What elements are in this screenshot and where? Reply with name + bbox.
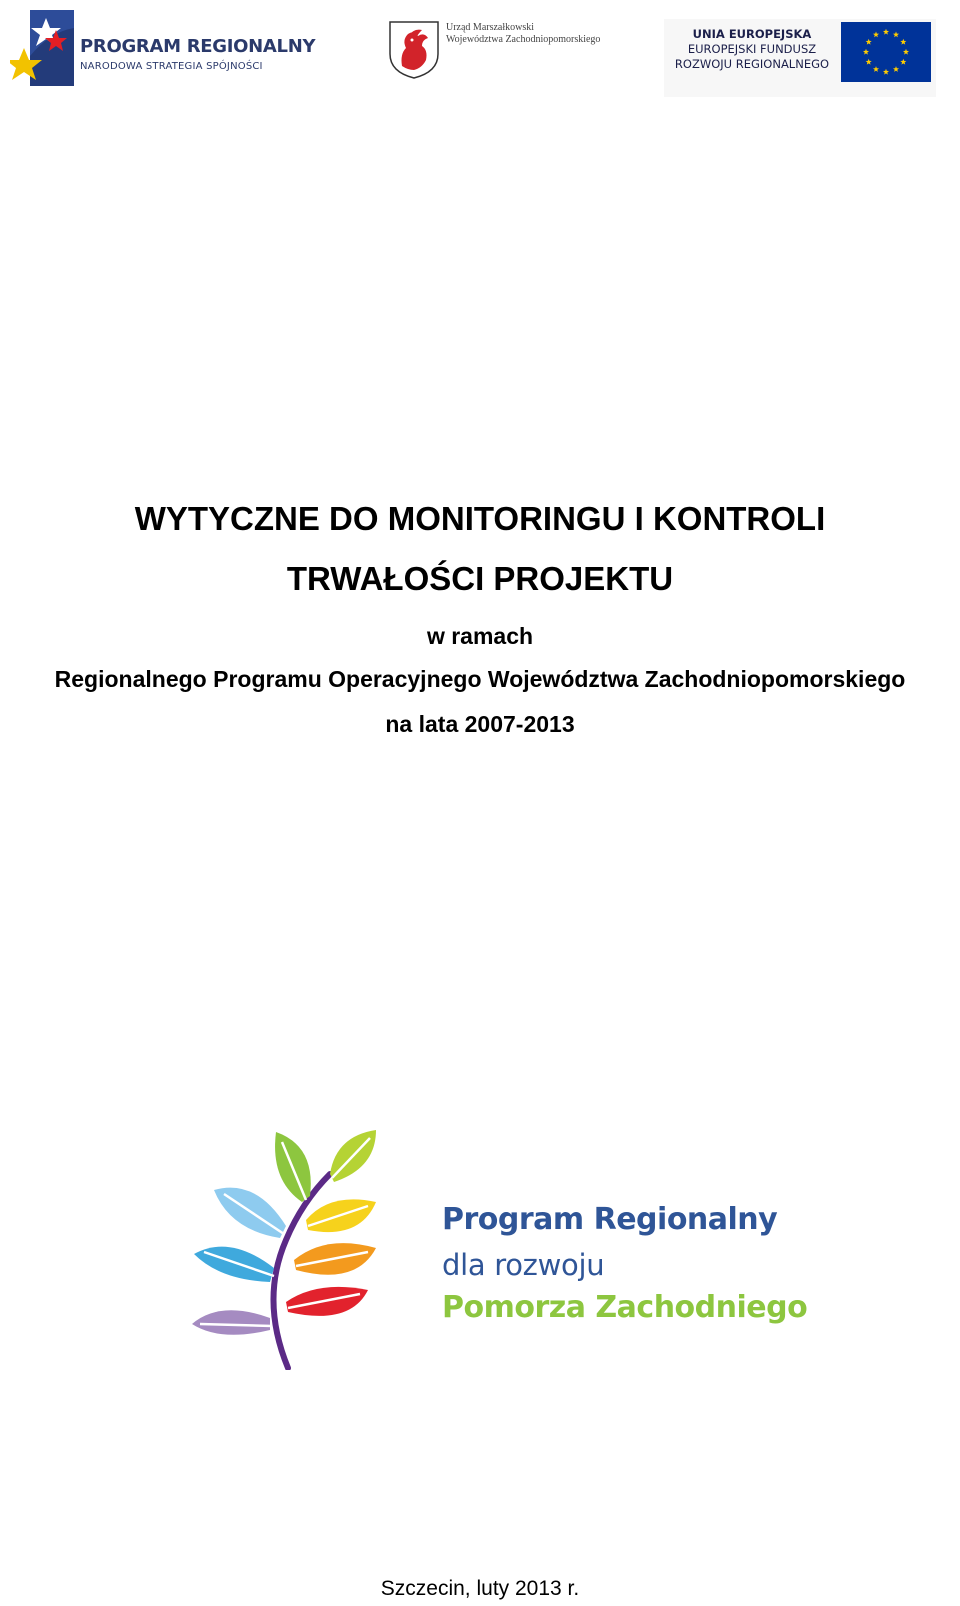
document-subtitle-program: Regionalnego Programu Operacyjnego Województwa Zachodniopomorskiego bbox=[54, 666, 906, 692]
document-subtitle-years: na lata 2007-2013 bbox=[385, 711, 575, 737]
document-title-line1: WYTYCZNE DO MONITORINGU I KONTROLI bbox=[134, 500, 826, 537]
eu-logo-line3: ROZWOJU REGIONALNEGO bbox=[674, 57, 830, 71]
eu-flag-icon bbox=[841, 22, 931, 82]
colorful-leaves-icon bbox=[190, 1130, 435, 1370]
eu-logo bbox=[664, 19, 936, 97]
program-logo-title: PROGRAM REGIONALNY bbox=[80, 36, 316, 57]
document-title-line2: TRWAŁOŚCI PROJEKTU bbox=[286, 560, 674, 597]
marshal-office-line2: Województwa Zachodniopomorskiego bbox=[446, 34, 601, 45]
bottom-logo-line2: dla rozwoju bbox=[442, 1248, 605, 1282]
document-subtitle-w-ramach: w ramach bbox=[426, 623, 534, 649]
eu-logo-line2: EUROPEJSKI FUNDUSZ bbox=[687, 42, 817, 56]
program-logo-subtitle: NARODOWA STRATEGIA SPÓJNOŚCI bbox=[80, 61, 263, 72]
marshal-office-line1: Urząd Marszałkowski bbox=[446, 22, 535, 33]
bottom-logo-line3: Pomorza Zachodniego bbox=[442, 1290, 808, 1325]
eu-logo-text bbox=[672, 27, 832, 72]
bottom-logo-line1: Program Regionalny bbox=[442, 1202, 778, 1237]
eu-logo-line1: UNIA EUROPEJSKA bbox=[692, 27, 812, 41]
place-and-date: Szczecin, luty 2013 r. bbox=[380, 1577, 580, 1600]
stars-emblem-icon bbox=[10, 8, 76, 90]
marshal-office-logo bbox=[388, 18, 618, 84]
marshal-office-text bbox=[446, 22, 600, 46]
program-regionalny-logo bbox=[10, 8, 320, 90]
regional-program-pomerania-logo bbox=[190, 1130, 808, 1370]
griffin-crest-icon bbox=[388, 20, 440, 80]
